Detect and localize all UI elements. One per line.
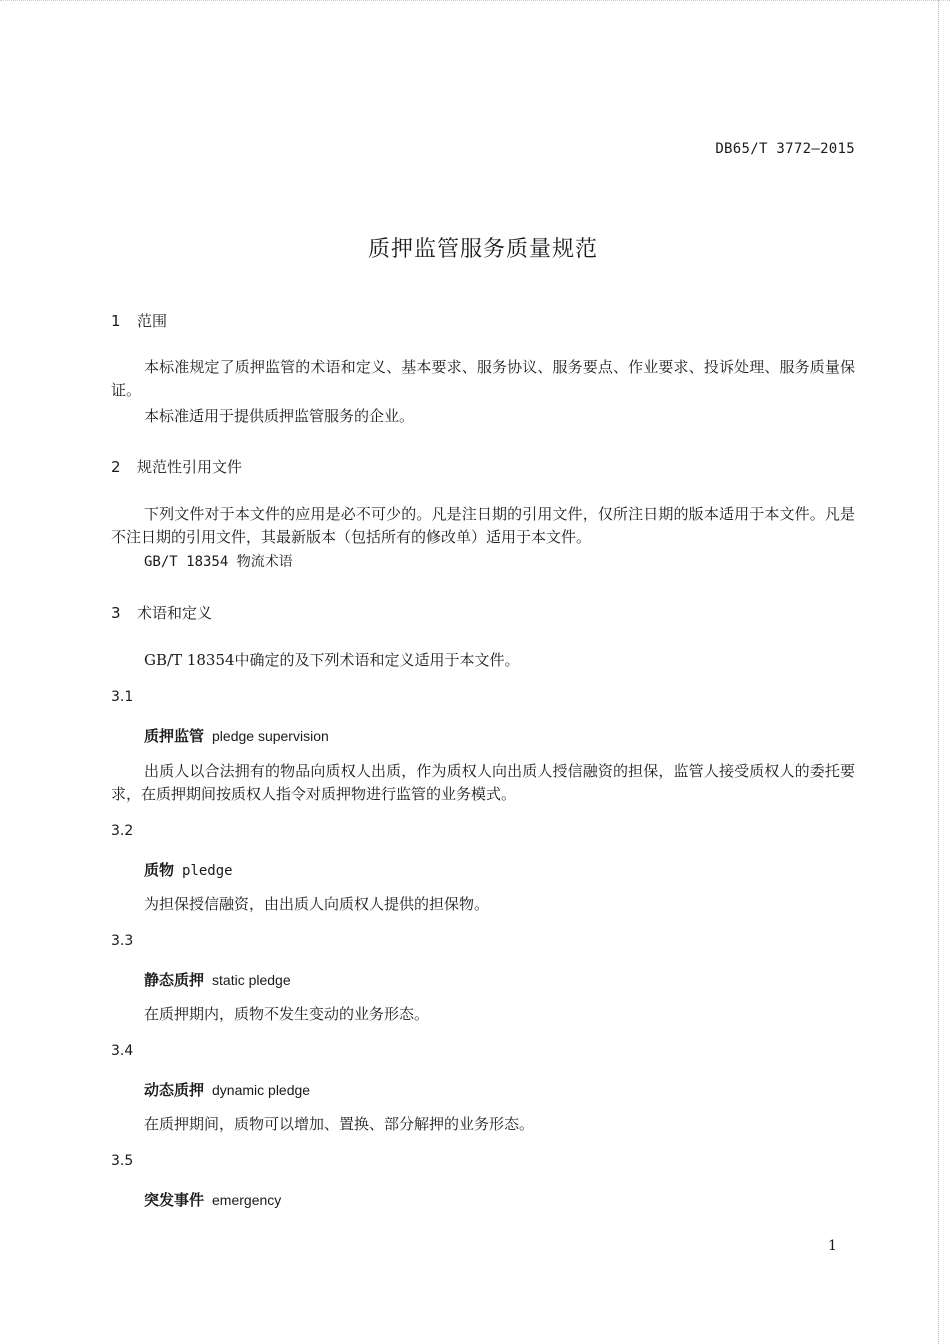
term-number: 3.5 [111,1153,134,1169]
section-1-paragraph-2: 本标准适用于提供质押监管服务的企业。 [144,407,415,425]
term-heading [144,1189,281,1210]
term-number: 3.3 [111,933,134,949]
section-number: 2 [111,458,121,476]
normative-reference: GB/T 18354 物流术语 [144,554,293,570]
term-heading [144,1079,310,1100]
term-zh: 静态质押 [144,971,205,989]
section-2-paragraph-1: 下列文件对于本文件的应用是必不可少的。凡是注日期的引用文件，仅所注日期的版本适用于本文件。凡是不注日期的引用文件，其最新版本（包括所有的修改单）适用于本文件。 [111,505,855,546]
term-zh: 突发事件 [144,1191,205,1209]
section-number: 1 [111,312,121,330]
scan-top-marks [0,0,950,7]
section-1-heading [111,310,167,331]
term-zh: 动态质押 [144,1081,205,1099]
term-zh: 质物 [144,861,175,879]
term-en: pledge supervision [212,728,329,744]
section-1-paragraph-1: 本标准规定了质押监管的术语和定义、基本要求、服务协议、服务要点、作业要求、投诉处理、服务质量保证。 [111,358,855,399]
section-number: 3 [111,604,121,622]
term-number: 3.2 [111,823,134,839]
section-3-intro: GB/T 18354中确定的及下列术语和定义适用于本文件。 [144,651,520,669]
scan-edge-line [938,0,939,1344]
term-heading [144,725,329,746]
term-heading [144,859,233,880]
page-title: 质押监管服务质量规范 [367,237,598,262]
term-en: static pledge [212,972,291,988]
term-definition: 在质押期内，质物不发生变动的业务形态。 [144,1005,430,1023]
term-number: 3.1 [111,689,134,705]
term-en: dynamic pledge [212,1082,311,1098]
term-definition: 为担保授信融资，由出质人向质权人提供的担保物。 [144,895,490,913]
term-en: emergency [212,1192,282,1208]
section-2-heading [111,456,242,477]
section-title: 术语和定义 [137,604,213,622]
term-definition: 在质押期间，质物可以增加、置换、部分解押的业务形态。 [144,1115,535,1133]
term-heading [144,969,291,990]
document-code: DB65/T 3772—2015 [715,141,855,157]
term-definition: 出质人以合法拥有的物品向质权人出质，作为质权人向出质人授信融资的担保，监管人接受质权人的委托要求，在质押期间按质权人指令对质押物进行监管的业务模式。 [111,762,855,803]
page-number: 1 [828,1238,837,1254]
section-title: 规范性引用文件 [137,458,243,476]
section-3-heading [111,602,212,623]
term-number: 3.4 [111,1043,134,1059]
term-zh: 质押监管 [144,727,205,745]
section-title: 范围 [137,312,168,330]
term-en: pledge [182,863,233,879]
